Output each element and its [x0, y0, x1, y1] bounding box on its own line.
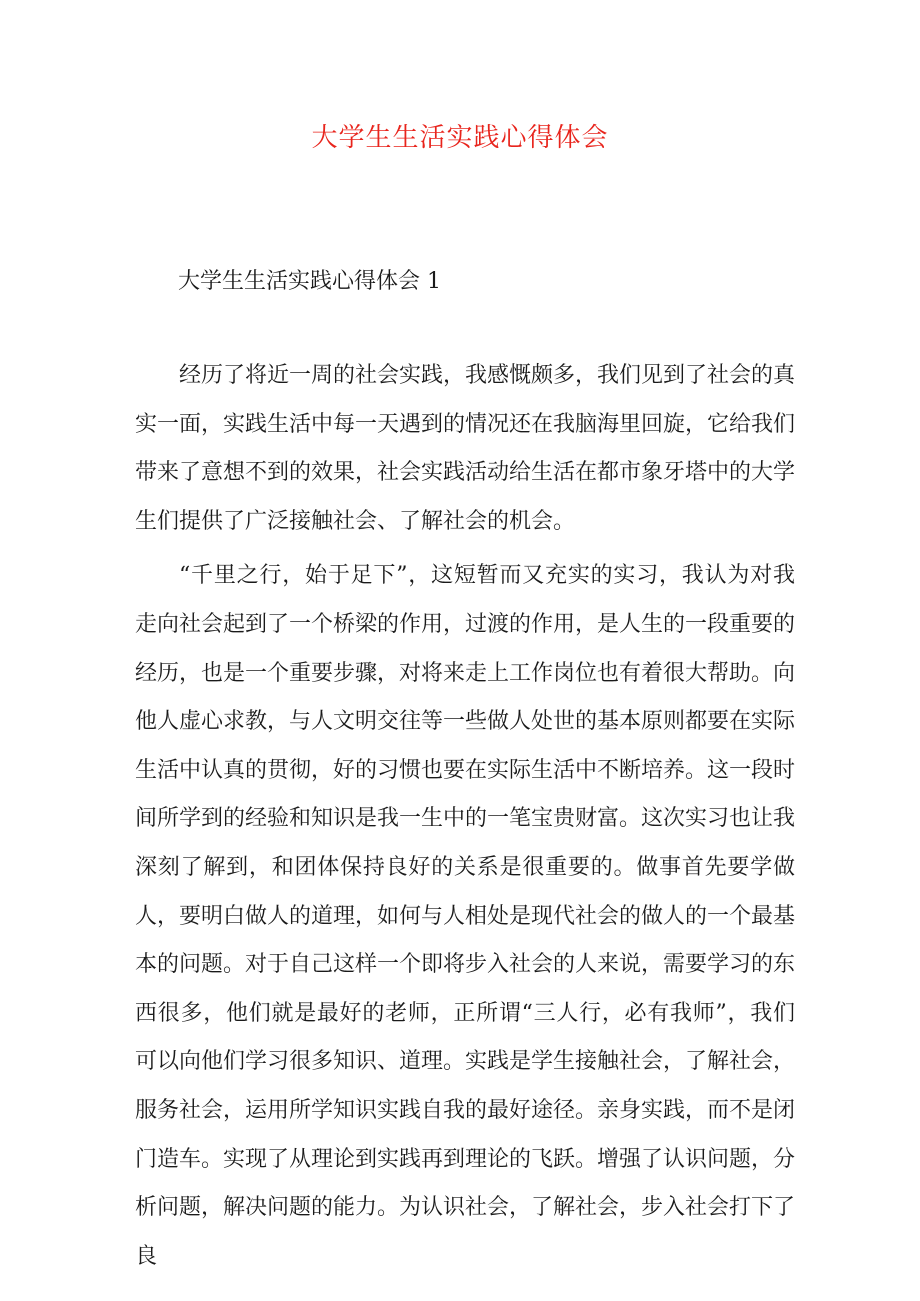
document-body [135, 352, 795, 1287]
body-paragraph: 经历了将近一周的社会实践，我感慨颇多，我们见到了社会的真实一面，实践生活中每一天遇到的情况还在我脑海里回旋，它给我们带来了意想不到的效果，社会实践活动给生活在都市象牙塔中的大学生们提供了广泛接触社会、了解社会的机会。 [135, 363, 796, 534]
section-heading: 大学生生活实践心得体会 1 [178, 269, 441, 294]
body-paragraph: “千里之行，始于足下”，这短暂而又充实的实习，我认为对我走向社会起到了一个桥梁的作用，过渡的作用，是人生的一段重要的经历，也是一个重要步骤，对将来走上工作岗位也有着很大帮助。向他人虚心求教，与人文明交往等一些做人处世的基本原则都要在实际生活中认真的贯彻，好的习惯也要在实际生活中不断培养。这一段时间所学到的经验和知识是我一生中的一笔宝贵财富。这次实习也让我深刻了解到，和团体保持良好的关系是很重要的。做事首先要学做人，要明白做人的道理，如何与人相处是现代社会的做人的一个最基本的问题。对于自己这样一个即将步入社会的人来说，需要学习的东西很多，他们就是最好的老师，正所谓“三人行，必有我师”，我们可以向他们学习很多知识、道理。实践是学生接触社会，了解社会，服务社会，运用所学知识实践自我的最好途径。亲身实践，而不是闭门造车。实现了从理论到实践再到理论的飞跃。增强了认识问题，分析问题，解决问题的能力。为认识社会，了解社会，步入社会打下了良 [135, 563, 796, 1269]
document-title: 大学生生活实践心得体会 [311, 123, 609, 153]
